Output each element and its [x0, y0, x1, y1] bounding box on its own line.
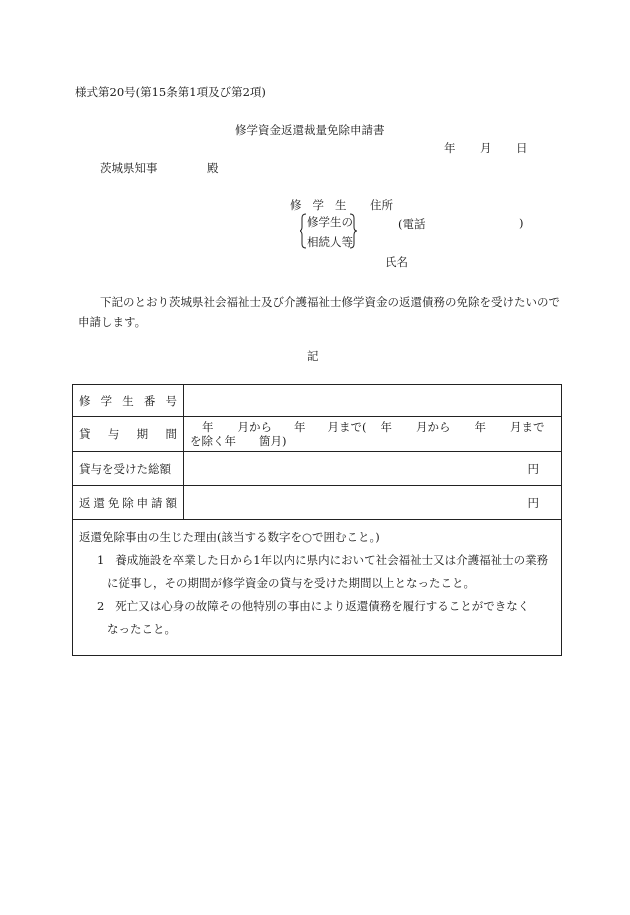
label-char: 学: [100, 393, 113, 408]
reason-item-1[interactable]: [79, 549, 555, 572]
addressee-name: 茨城県知事: [100, 161, 158, 175]
table-row: [73, 385, 562, 417]
label-char: 期: [136, 427, 149, 441]
loan-period-label-cell: [73, 417, 184, 452]
phone-close-paren: ): [519, 216, 524, 230]
reason-number: 1: [97, 553, 105, 567]
period-part: 月から: [416, 420, 451, 434]
table-row: [73, 417, 562, 452]
date-month-label: 月: [480, 141, 492, 155]
label-char: 間: [165, 427, 177, 441]
loan-period-line1: [190, 420, 555, 434]
table-row: [73, 520, 562, 656]
student-number-label-cell: [73, 385, 184, 417]
name-label: 氏名: [385, 255, 408, 269]
date-year-label: 年: [444, 141, 456, 155]
exemption-amount-value[interactable]: 円: [184, 486, 562, 520]
student-number-value[interactable]: [184, 385, 562, 417]
label-char: 与: [107, 427, 120, 441]
reason-text: 養成施設を卒業した日から1年以内に県内において社会福祉士又は介護福祉士の業務: [115, 553, 549, 567]
period-part: 年: [474, 420, 486, 434]
label-char: 除: [122, 495, 134, 510]
exemption-amount-label-cell: [73, 486, 184, 520]
reason-header: 返還免除事由の生じた理由(該当する数字を○で囲むこと。): [79, 530, 380, 544]
label-char: 申: [136, 495, 149, 510]
applicant-alt-line1: 修学生の: [307, 215, 353, 229]
reason-item-2[interactable]: [79, 595, 555, 618]
form-number: 様式第20号(第15条第1項及び第2項): [75, 85, 266, 99]
reason-cell: [73, 520, 562, 656]
label-char: 号: [165, 393, 177, 408]
table-row: [73, 486, 562, 520]
applicant-alt-line2: 相続人等: [307, 235, 353, 249]
period-part: 月まで: [510, 420, 545, 434]
total-loan-label: 貸与を受けた総額: [73, 452, 184, 486]
label-char: 還: [93, 495, 105, 510]
reason-continuation: なったこと。: [107, 622, 176, 636]
student-number-label: [79, 393, 177, 409]
exemption-amount-label: [79, 495, 177, 511]
label-char: 貸: [79, 427, 91, 441]
label-char: 返: [79, 495, 91, 510]
period-part: 年: [202, 420, 214, 434]
loan-period-line2: を除く年 箇月): [190, 434, 287, 448]
loan-period-label: [79, 426, 177, 442]
document-title: 修学資金返還裁量免除申請書: [235, 123, 385, 137]
address-label: 住所: [370, 198, 393, 212]
period-part: 月まで(: [327, 420, 367, 434]
addressee-honorific: 殿: [207, 161, 219, 175]
phone-label: (電話: [398, 217, 426, 231]
reason-text: 死亡又は心身の故障その他特別の事由により返還債務を履行することができなく: [115, 599, 530, 613]
label-char: 修: [79, 393, 91, 408]
label-char: 免: [107, 495, 120, 510]
label-char: 額: [165, 495, 177, 510]
reason-continuation: に従事し，その期間が修学資金の貸与を受けた期間以上となったこと。: [107, 576, 475, 590]
date-day-label: 日: [516, 141, 528, 155]
period-part: 月から: [237, 420, 272, 434]
body-text: 下記のとおり茨城県社会福祉士及び介護福祉士修学資金の返還債務の免除を受けたいので申請します。: [78, 295, 560, 329]
table-row: [73, 452, 562, 486]
period-part: 年: [380, 420, 392, 434]
reason-number: 2: [97, 599, 105, 613]
total-loan-value[interactable]: 円: [184, 452, 562, 486]
label-char: 生: [122, 393, 134, 408]
label-char: 番: [143, 393, 156, 408]
loan-period-value[interactable]: [184, 417, 562, 452]
ki-heading: 記: [307, 349, 319, 363]
period-part: 年: [294, 420, 306, 434]
application-table: [72, 384, 562, 656]
label-char: 請: [151, 495, 163, 510]
applicant-label: 修学生: [290, 198, 358, 212]
